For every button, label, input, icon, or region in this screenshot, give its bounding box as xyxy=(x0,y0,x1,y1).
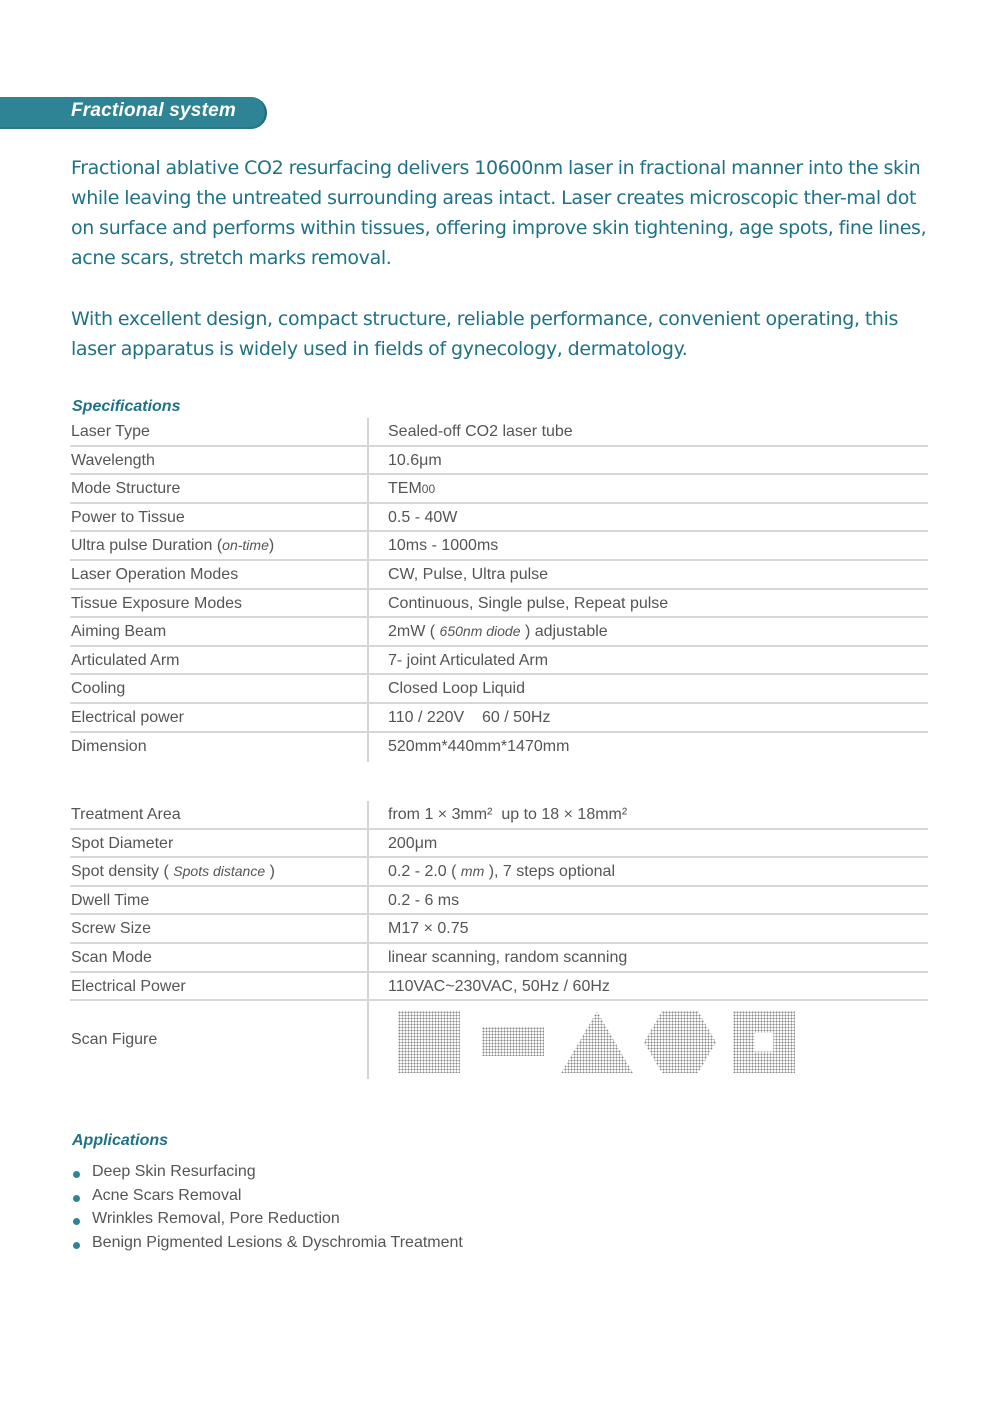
spec-key: Laser Type xyxy=(71,423,150,440)
applications-heading: Applications xyxy=(72,1132,169,1149)
spec-value-end: ), 7 steps optional xyxy=(484,863,615,881)
table-row xyxy=(70,801,928,830)
specifications-table xyxy=(70,418,928,761)
scan-hollow-square-icon xyxy=(733,1011,795,1073)
list-item xyxy=(72,1210,463,1234)
spec-key: Screw Size xyxy=(71,920,152,938)
spec-value-main: 2mW ( xyxy=(388,623,440,641)
table-row xyxy=(70,675,928,704)
spec-value-note: 650nm diode xyxy=(439,623,521,640)
spec-key: Laser Operation Modes xyxy=(71,565,239,583)
table-row xyxy=(70,447,928,476)
table-row xyxy=(70,647,928,676)
table-row xyxy=(70,704,928,733)
scan-square-icon xyxy=(398,1011,460,1073)
spec-key: Tissue Exposure Modes xyxy=(71,594,243,612)
spec-key xyxy=(71,537,274,555)
table-row xyxy=(70,973,928,1002)
spec-value: CW, Pulse, Ultra pulse xyxy=(388,565,549,583)
spec-value xyxy=(388,863,615,881)
spec-key-note: on-time xyxy=(222,537,269,554)
table-row xyxy=(70,915,928,944)
scanner-table xyxy=(70,801,928,1079)
list-item-label: Benign Pigmented Lesions & Dyschromia Treatment xyxy=(92,1233,463,1251)
scan-rectangle-icon xyxy=(482,1027,544,1056)
spec-value: Continuous, Single pulse, Repeat pulse xyxy=(388,594,669,612)
bullet-icon xyxy=(73,1195,80,1202)
specifications-heading: Specifications xyxy=(72,398,181,415)
spec-value: 7- joint Articulated Arm xyxy=(388,651,549,669)
spec-key: Power to Tissue xyxy=(71,508,185,526)
spec-key: Treatment Area xyxy=(71,806,181,823)
table-row xyxy=(70,733,928,762)
spec-key-main: Spot density ( xyxy=(71,863,174,881)
spec-value-note: mm xyxy=(460,863,485,880)
spec-key: Dimension xyxy=(71,737,147,755)
spec-key: Electrical Power xyxy=(71,977,186,995)
spec-key-end: ) xyxy=(265,863,275,881)
list-item xyxy=(72,1187,463,1211)
bullet-icon xyxy=(73,1171,80,1178)
spec-value: linear scanning, random scanning xyxy=(388,948,628,966)
spec-key: Cooling xyxy=(71,680,126,698)
table-row xyxy=(70,418,928,447)
bullet-icon xyxy=(73,1218,80,1225)
scan-hollow-square-dots xyxy=(733,1011,795,1073)
list-item-label: Acne Scars Removal xyxy=(92,1186,242,1204)
section-banner xyxy=(0,97,267,129)
table-row xyxy=(70,504,928,533)
spec-value: 520mm*440mm*1470mm xyxy=(388,737,570,755)
list-item-label: Wrinkles Removal, Pore Reduction xyxy=(92,1210,340,1228)
spec-value: 200μm xyxy=(388,834,438,852)
scan-hexagon-icon xyxy=(644,1011,716,1073)
table-row xyxy=(70,561,928,590)
spec-key-end: ) xyxy=(268,537,275,555)
table-row xyxy=(70,532,928,561)
spec-key: Dwell Time xyxy=(71,891,150,909)
spec-value: 10ms - 1000ms xyxy=(388,537,499,555)
spec-value: 110VAC~230VAC, 50Hz / 60Hz xyxy=(388,977,610,995)
spec-key: Wavelength xyxy=(71,451,155,469)
spec-value-main: 0.2 - 2.0 ( xyxy=(388,863,461,881)
spec-value: from 1 × 3mm² up to 18 × 18mm² xyxy=(388,806,628,823)
spec-key: Spot Diameter xyxy=(71,834,174,852)
scan-triangle-icon xyxy=(561,1011,633,1073)
spec-value xyxy=(388,623,608,641)
spec-value: 110 / 220V 60 / 50Hz xyxy=(388,708,551,726)
spec-value: Sealed-off CO2 laser tube xyxy=(388,423,573,440)
applications-list xyxy=(72,1163,463,1257)
table-row xyxy=(70,887,928,916)
spec-key: Scan Figure xyxy=(71,1031,158,1049)
spec-key: Scan Mode xyxy=(71,948,152,966)
intro-paragraph-1: Fractional ablative CO2 resurfacing delivers 10600nm laser in fractional manner into the skin while leaving the untreated surrounding areas intact. Laser creates microscopic ther-mal dot on surface and performs within tissues, offering improve skin tightening, age spots, fine lines, acne scars, stretch marks removal. xyxy=(71,157,927,269)
table-row xyxy=(70,830,928,859)
list-item xyxy=(72,1163,463,1187)
spec-value: M17 × 0.75 xyxy=(388,920,469,938)
table-row xyxy=(70,618,928,647)
spec-key: Aiming Beam xyxy=(71,623,167,641)
spec-key-main: Ultra pulse Duration ( xyxy=(71,537,223,555)
spec-value-end: ) adjustable xyxy=(520,623,608,641)
spec-key: Electrical power xyxy=(71,708,184,726)
spec-value: 0.5 - 40W xyxy=(388,508,458,526)
list-item xyxy=(72,1234,463,1258)
intro-paragraph-2: With excellent design, compact structure, reliable performance, convenient operating, this laser apparatus is widely used in fields of gynecology, dermatology. xyxy=(71,308,899,360)
spec-key: Articulated Arm xyxy=(71,651,180,669)
spec-value-subscript: 00 xyxy=(421,482,436,497)
table-row xyxy=(70,858,928,887)
bullet-icon xyxy=(73,1242,80,1249)
spec-value-main: TEM xyxy=(388,480,422,498)
table-row xyxy=(70,475,928,504)
spec-key: Mode Structure xyxy=(71,480,181,498)
table-row xyxy=(70,590,928,619)
spec-key xyxy=(71,863,275,881)
banner-title: Fractional system xyxy=(71,100,236,121)
table-row-scan-figure xyxy=(70,1001,928,1079)
list-item-label: Deep Skin Resurfacing xyxy=(92,1163,256,1180)
spec-key-note: Spots distance xyxy=(173,863,266,880)
table-row xyxy=(70,944,928,973)
spec-value: 10.6μm xyxy=(388,451,442,469)
spec-value: Closed Loop Liquid xyxy=(388,680,525,698)
spec-value: 0.2 - 6 ms xyxy=(388,891,460,909)
spec-value xyxy=(388,480,435,498)
